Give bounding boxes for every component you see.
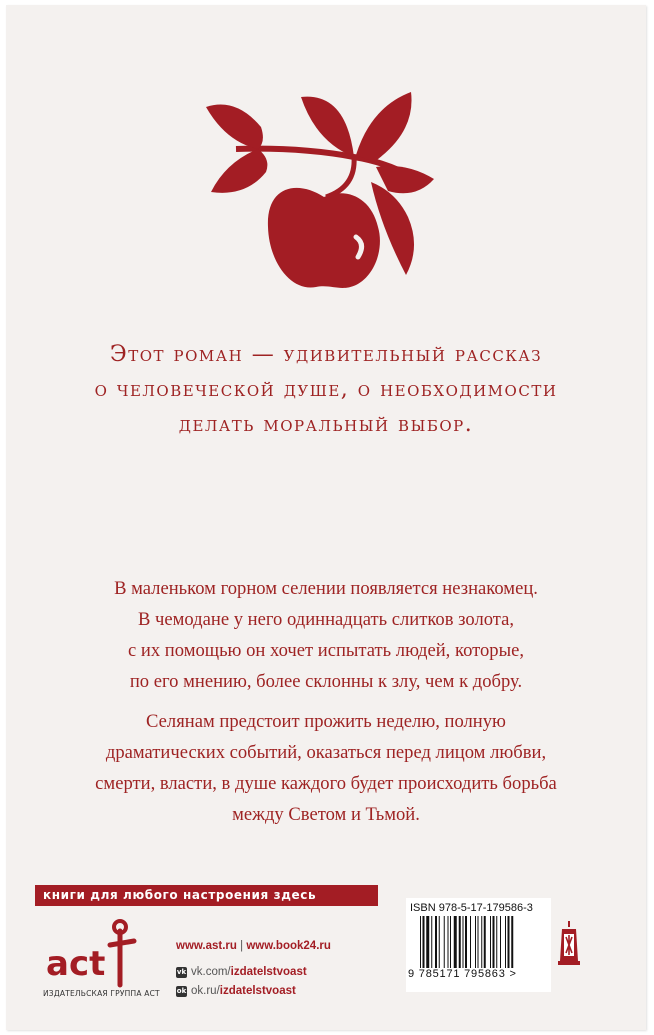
barcode-bar (505, 916, 506, 972)
vk-icon: vk (176, 967, 187, 976)
barcode-bar (493, 916, 495, 972)
tagline-line: о человеческой душе, о необходимости (94, 377, 558, 402)
tagline-line: делать моральный выбор. (178, 412, 474, 437)
paragraph-line: В чемодане у него одиннадцать слитков золота, (137, 609, 515, 630)
barcode-digits: 9 785171 795863 > (408, 968, 517, 980)
barcode-bar (448, 916, 449, 972)
description-paragraph-2 (46, 706, 606, 830)
ok-link[interactable]: ok.ru/izdatelstvoast (191, 985, 296, 997)
ast-logo (44, 917, 164, 989)
barcode-bar (426, 916, 429, 972)
paragraph-line: между Светом и Тьмой. (232, 804, 420, 825)
publisher-name: ИЗДАТЕЛЬСКАЯ ГРУППА АСТ (43, 989, 160, 998)
barcode-bar (484, 916, 486, 972)
barcode-bar (450, 916, 451, 972)
lantern-badge-icon (558, 921, 580, 967)
paragraph-line: драматических событий, оказаться перед лицом любви, (105, 742, 547, 763)
barcode-bar (465, 916, 467, 972)
promo-banner: книги для любого настроения здесь (35, 885, 378, 906)
barcode-bar (470, 916, 471, 972)
isbn-label: ISBN 978-5-17-179586-3 (410, 902, 533, 914)
barcode-bar (511, 916, 513, 972)
paragraph-line: по его мнению, более склонны к злу, чем к добру. (129, 671, 523, 692)
barcode-bar (496, 916, 497, 972)
barcode-bar (439, 916, 440, 972)
barcode-bar (435, 916, 437, 972)
barcode-bar (508, 916, 510, 972)
barcode-bar (431, 916, 432, 972)
vk-link-row[interactable] (176, 966, 307, 978)
logo-lettering: act (46, 944, 106, 984)
book-back-cover (6, 5, 646, 1030)
barcode-bar (490, 916, 491, 972)
website-links (176, 940, 331, 952)
barcode-bar (500, 916, 501, 972)
barcode-bar (420, 916, 421, 972)
paragraph-line: смерти, власти, в душе каждого будет происходить борьба (95, 773, 557, 794)
book24-site-link[interactable]: www.book24.ru (246, 940, 331, 952)
barcode-bar (444, 916, 445, 972)
barcode-bar (481, 916, 482, 972)
barcode-bar (459, 916, 461, 972)
tagline (46, 337, 606, 442)
tagline-line: Этот роман — удивительный рассказ (109, 342, 543, 367)
ok-icon: ok (176, 986, 187, 995)
ok-link-row[interactable] (176, 985, 296, 997)
paragraph-line: с их помощью он хочет испытать людей, которые, (128, 640, 524, 661)
separator: | (240, 940, 244, 952)
paragraph-line: Селянам предстоит прожить неделю, полную (146, 711, 506, 732)
isbn-barcode-block (406, 898, 551, 992)
ast-site-link[interactable]: www.ast.ru (176, 940, 237, 952)
description-paragraph-1 (46, 573, 606, 697)
barcode-bar (475, 916, 476, 972)
barcode-bar (423, 916, 425, 972)
barcode-bar (478, 916, 479, 972)
paragraph-line: В маленьком горном селении появляется незнакомец. (114, 578, 538, 599)
barcode-bar (463, 916, 464, 972)
barcode-bar (454, 916, 457, 972)
vk-link[interactable]: vk.com/izdatelstvoast (191, 966, 307, 978)
apple-branch-illustration (206, 87, 436, 297)
